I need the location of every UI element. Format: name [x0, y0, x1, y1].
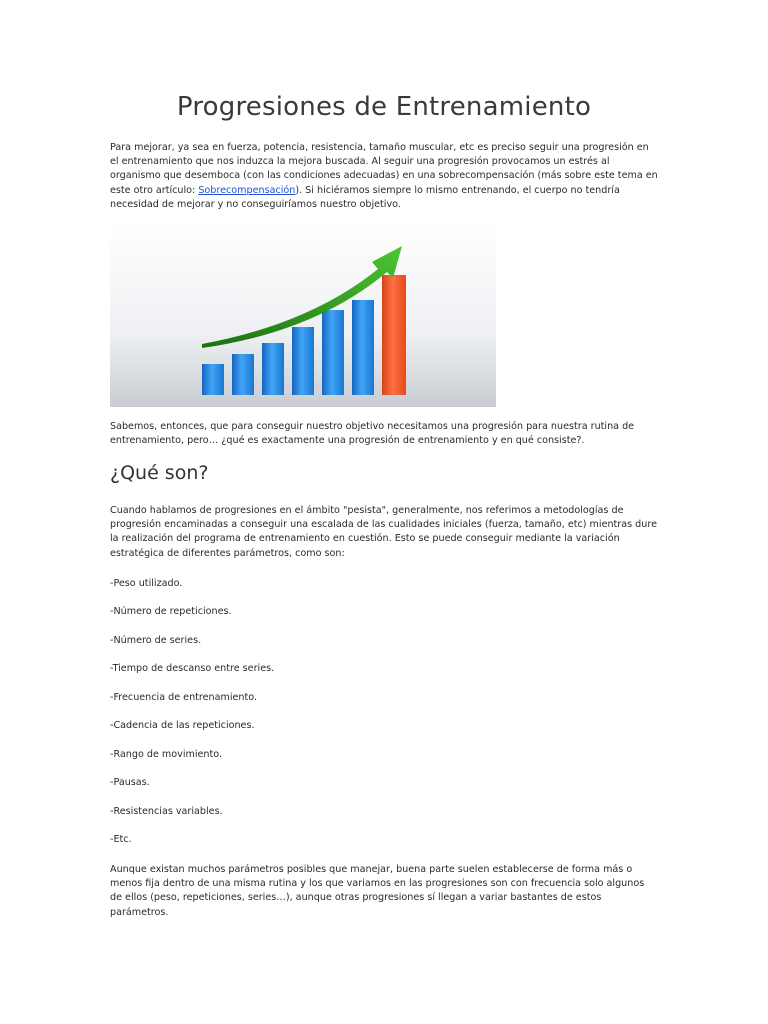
parameter-list-item: -Resistencias variables.	[110, 806, 223, 817]
growth-chart-image	[110, 224, 496, 407]
sobrecompensacion-link[interactable]: Sobrecompensación	[198, 184, 296, 196]
section-heading-que-son: ¿Qué son?	[110, 462, 209, 484]
intro-paragraph	[110, 141, 658, 212]
bar-2	[232, 354, 254, 395]
parameter-list-item: -Tiempo de descanso entre series.	[110, 663, 275, 674]
parameter-list-item: -Pausas.	[110, 777, 150, 788]
intro-text-after-link: ). Si hiciéramos siempre lo mismo entrenando, el cuerpo no tendría necesidad de mejorar y no conseguiríamos nuestro objetivo.	[110, 184, 620, 210]
bar-7	[382, 275, 406, 395]
parameter-list-item: -Etc.	[110, 834, 132, 845]
intro-text-before-link: Para mejorar, ya sea en fuerza, potencia, resistencia, tamaño muscular, etc es preciso seguir una progresión en el entrenamiento que nos induzca la mejora buscada. Al seguir una progresión provocamos un estrés al organismo que desemboca (con las condiciones adecuadas) en una sobrecompensación (más sobre este tema en este otro artículo:	[110, 142, 658, 196]
question-paragraph: Sabemos, entonces, que para conseguir nuestro objetivo necesitamos una progresión para nuestra rutina de entrenamiento, pero… ¿qué es exactamente una progresión de entrenamiento y en qué consiste?.	[110, 421, 635, 447]
section-intro-paragraph: Cuando hablamos de progresiones en el ámbito "pesista", generalmente, nos referimos a metodologías de progresión encaminadas a conseguir una escalada de las cualidades iniciales (fuerza, tamaño, etc) mientras dure la realización del programa de entrenamiento en cuestión. Esto se puede conseguir mediante la variación estratégica de diferentes parámetros, como son:	[110, 505, 657, 559]
bar-5	[322, 310, 344, 395]
parameter-list-item: -Número de series.	[110, 635, 202, 646]
bar-6	[352, 300, 374, 395]
parameter-list-item: -Peso utilizado.	[110, 578, 183, 589]
parameter-list-item: -Frecuencia de entrenamiento.	[110, 692, 258, 703]
closing-paragraph: Aunque existan muchos parámetros posibles que manejar, buena parte suelen establecerse de forma más o menos fija dentro de una misma rutina y los que variamos en las progresiones son con frecuencia solo algunos de ellos (peso, repeticiones, series…), aunque otras progresiones sí llegan a variar bastantes de estos parámetros.	[110, 864, 645, 918]
page-title: Progresiones de Entrenamiento	[176, 92, 592, 122]
growth-chart-illustration	[110, 224, 496, 407]
parameter-list-item: -Cadencia de las repeticiones.	[110, 720, 255, 731]
bar-3	[262, 343, 284, 395]
bar-4	[292, 327, 314, 395]
parameter-list-item: -Número de repeticiones.	[110, 606, 232, 617]
bar-1	[202, 364, 224, 395]
parameter-list-item: -Rango de movimiento.	[110, 749, 222, 760]
